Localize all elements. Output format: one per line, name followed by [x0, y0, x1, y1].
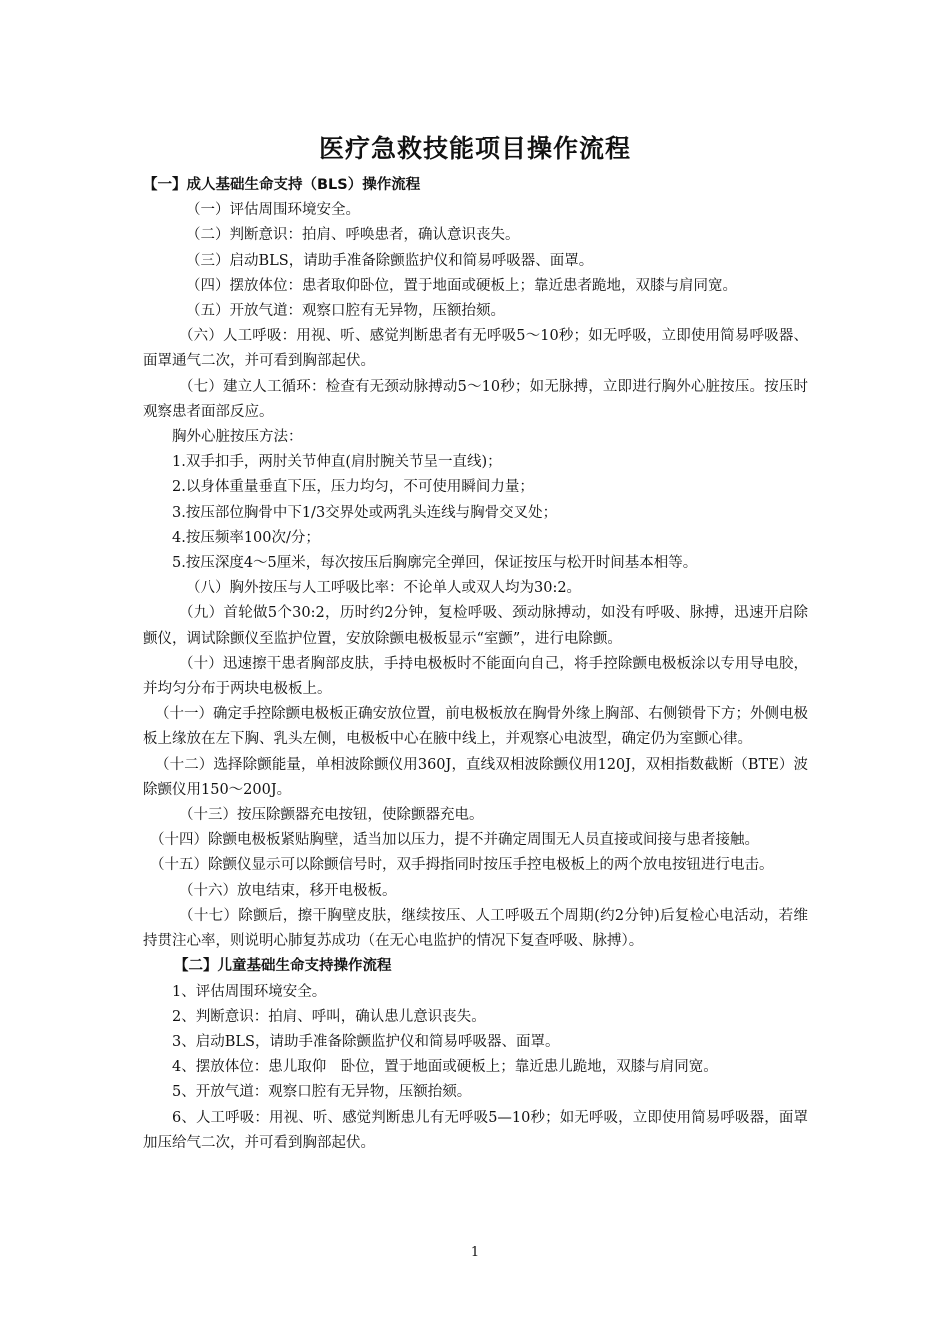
list-item: 6、人工呼吸：用视、听、感觉判断患儿有无呼吸5—10秒；如无呼吸，立即使用简易呼吸器，面罩加压给气二次，并可看到胸部起伏。	[143, 1109, 808, 1151]
paragraph: （十四）除颤电极板紧贴胸壁，适当加以压力，提不并确定周围无人员直接或间接与患者接触。	[150, 832, 759, 849]
list-item: 5.按压深度4～5厘米，每次按压后胸廓完全弹回，保证按压与松开时间基本相等。	[172, 555, 698, 572]
paragraph: （四）摆放体位：患者取仰卧位，置于地面或硬板上；靠近患者跪地，双膝与肩同宽。	[186, 277, 737, 294]
paragraph: （十二）选择除颤能量，单相波除颤仪用360J，直线双相波除颤仪用120J，双相指数截断（BTE）波除颤仪用150～200J。	[143, 756, 808, 798]
paragraph: （五）开放气道：观察口腔有无异物，压额抬颏。	[186, 303, 505, 320]
paragraph: （八）胸外按压与人工呼吸比率：不论单人或双人均为30:2。	[186, 580, 582, 597]
list-item: 4.按压频率100次/分；	[172, 529, 320, 546]
paragraph: （二）判断意识：拍肩、呼唤患者，确认意识丧失。	[186, 227, 520, 244]
paragraph: （十五）除颤仪显示可以除颤信号时，双手拇指同时按压手控电极板上的两个放电按钮进行电击。	[150, 857, 774, 874]
paragraph: （十）迅速擦干患者胸部皮肤，手持电极板时不能面向自己，将手控除颤电极板涂以专用导电胶，并均匀分布于两块电极板上。	[143, 655, 808, 698]
list-item: 2、判断意识：拍肩、呼叫，确认患儿意识丧失。	[172, 1008, 486, 1025]
paragraph: （六）人工呼吸：用视、听、感觉判断患者有无呼吸5～10秒；如无呼吸，立即使用简易呼吸器、面罩通气二次，并可看到胸部起伏。	[143, 328, 808, 370]
list-item: 5、开放气道：观察口腔有无异物，压额抬颏。	[172, 1084, 472, 1101]
paragraph: （七）建立人工循环：检查有无颈动脉搏动5～10秒；如无脉搏，立即进行胸外心脏按压。按压时观察患者面部反应。	[143, 378, 808, 420]
document-body	[143, 173, 808, 1156]
section-heading-child-bls: 【二】儿童基础生命支持操作流程	[174, 958, 392, 975]
list-item: 1.双手扣手，两肘关节伸直(肩肘腕关节呈一直线)；	[172, 454, 502, 471]
paragraph: （十七）除颤后，擦干胸壁皮肤，继续按压、人工呼吸五个周期(约2分钟)后复检心电活动，若维持贯注心率，则说明心肺复苏成功（在无心电监护的情况下复查呼吸、脉搏）。	[143, 907, 808, 950]
paragraph: （九）首轮做5个30:2，历时约2分钟，复检呼吸、颈动脉搏动，如没有呼吸、脉搏，迅速开启除颤仪，调试除颤仪至监护位置，安放除颤电极板显示“室颤”，进行电除颤。	[143, 605, 808, 647]
list-item: 3.按压部位胸骨中下1/3交界处或两乳头连线与胸骨交叉处；	[172, 504, 558, 521]
section-heading-adult-bls: 【一】成人基础生命支持（BLS）操作流程	[143, 177, 421, 193]
paragraph: （一）评估周围环境安全。	[186, 202, 360, 219]
paragraph: （十六）放电结束，移开电极板。	[179, 882, 397, 899]
list-item: 4、摆放体位：患儿取仰 卧位，置于地面或硬板上；靠近患儿跪地，双膝与肩同宽。	[172, 1059, 718, 1076]
list-item: 3、启动BLS，请助手准备除颤监护仪和简易呼吸器、面罩。	[172, 1033, 560, 1050]
list-item: 1、评估周围环境安全。	[172, 983, 327, 1000]
paragraph: （三）启动BLS，请助手准备除颤监护仪和简易呼吸器、面罩。	[186, 252, 594, 269]
list-item: 2.以身体重量垂直下压，压力均匀，不可使用瞬间力量；	[172, 479, 534, 496]
paragraph: （十一）确定手控除颤电极板正确安放位置，前电极板放在胸骨外缘上胸部、右侧锁骨下方；外侧电极板上缘放在左下胸、乳头左侧，电极板中心在腋中线上，并观察心电波型，确定仍为室颤心律。	[143, 706, 808, 748]
paragraph: （十三）按压除颤器充电按钮，使除颤器充电。	[179, 807, 484, 824]
page-title: 医疗急救技能项目操作流程	[318, 134, 631, 163]
method-title: 胸外心脏按压方法：	[172, 429, 303, 446]
page-number: 1	[470, 1245, 480, 1260]
